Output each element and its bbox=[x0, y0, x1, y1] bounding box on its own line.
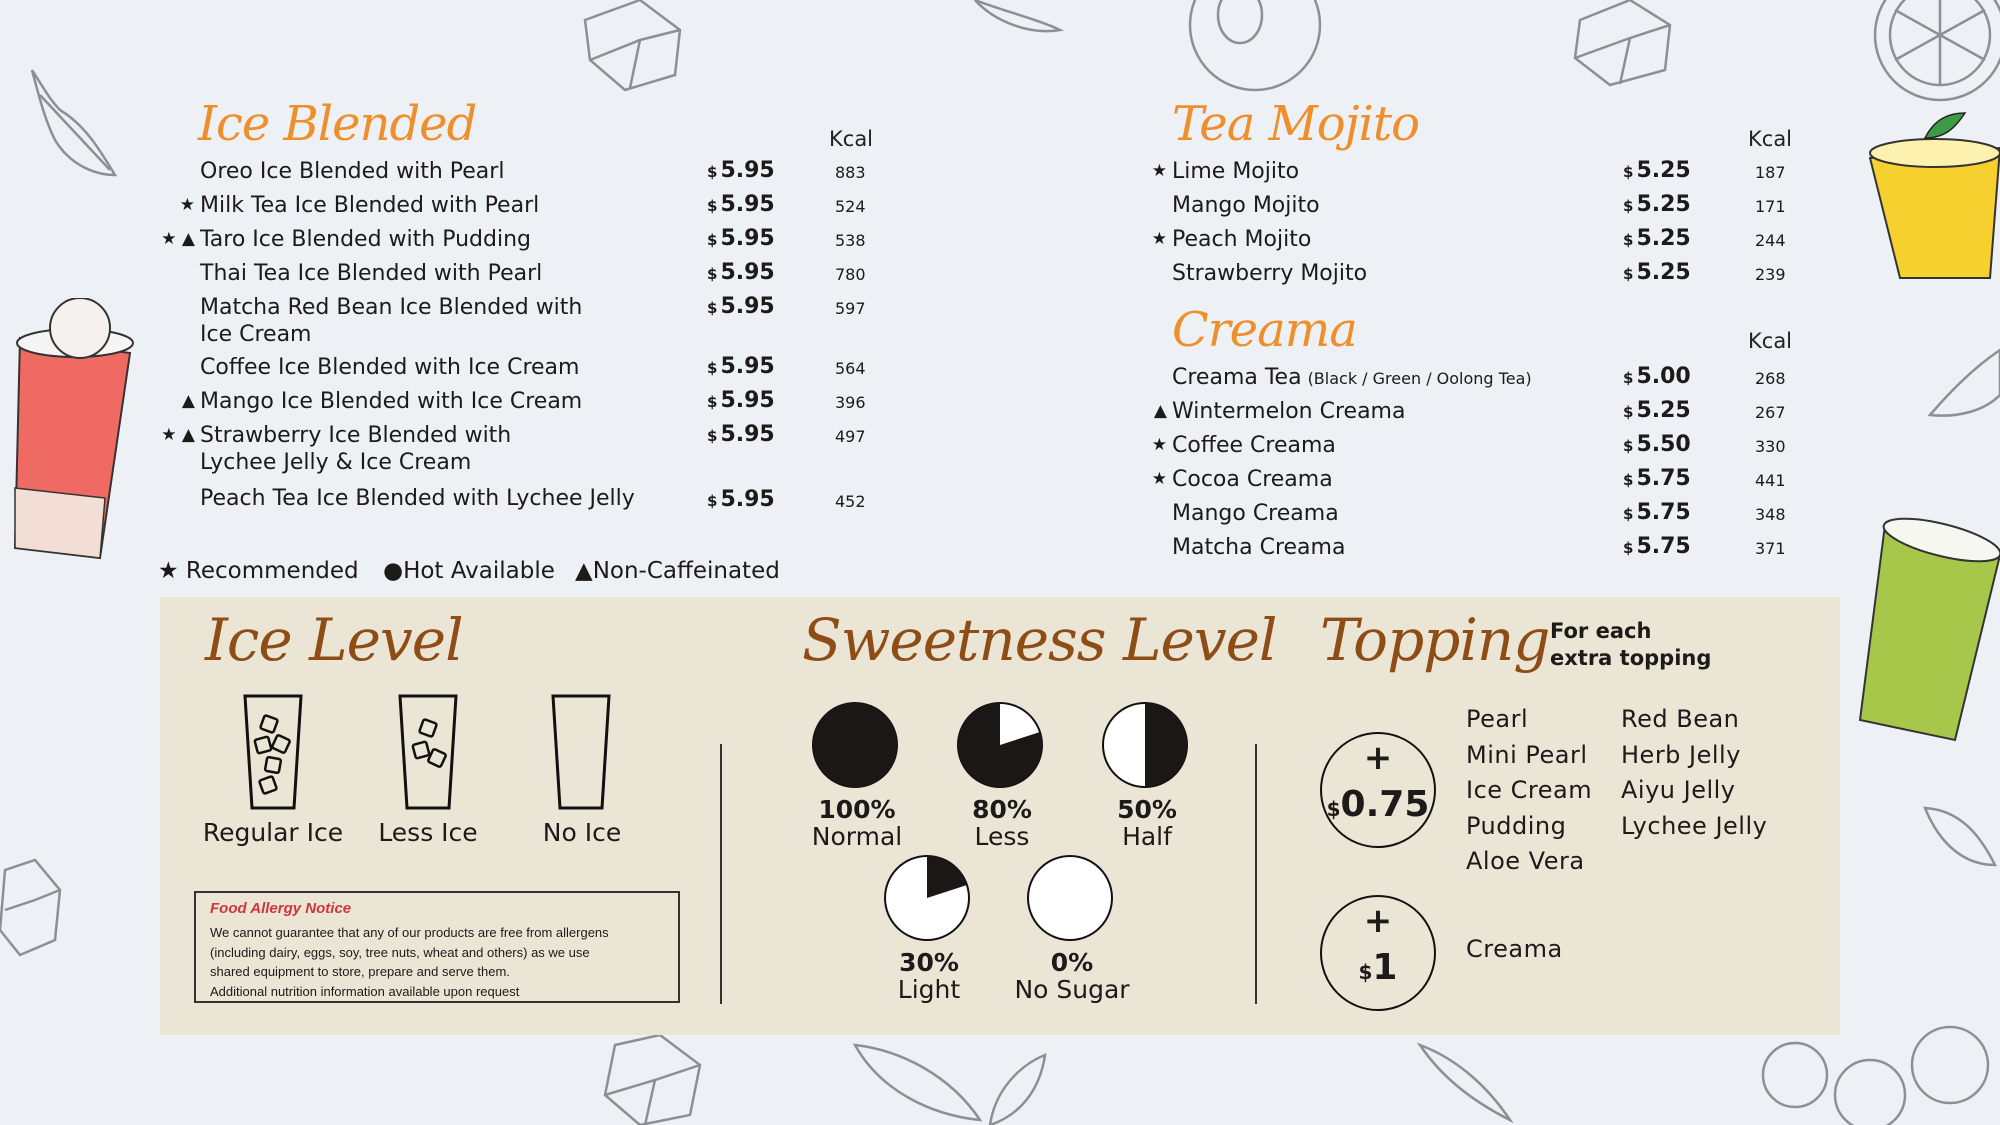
menu-item-kcal: 371 bbox=[1755, 539, 1786, 558]
menu-item-kcal: 452 bbox=[835, 492, 866, 511]
sweetness-label: Half bbox=[1122, 822, 1172, 851]
menu-item-kcal: 396 bbox=[835, 393, 866, 412]
peach-icon bbox=[1190, 0, 1320, 90]
sweetness-pies bbox=[800, 695, 1200, 1015]
leaf-icon bbox=[855, 1045, 1045, 1125]
menu-item-kcal: 883 bbox=[835, 163, 866, 182]
currency-symbol: $ bbox=[707, 359, 718, 377]
allergy-notice-line: We cannot guarantee that any of our products are free from allergens bbox=[210, 925, 609, 940]
currency-symbol: $ bbox=[707, 427, 718, 445]
topping-note-line: extra topping bbox=[1550, 646, 1712, 670]
menu-item-price: 5.00 bbox=[1636, 364, 1691, 389]
menu-item-kcal: 538 bbox=[835, 231, 866, 250]
currency-symbol: $ bbox=[1358, 960, 1373, 984]
less-ice-icon bbox=[397, 693, 459, 811]
currency-symbol: $ bbox=[707, 299, 718, 317]
currency-symbol: $ bbox=[1623, 369, 1634, 387]
food-allergy-notice bbox=[194, 891, 680, 1003]
plus-icon: + bbox=[1363, 901, 1393, 941]
leaf-icon bbox=[1420, 1045, 1510, 1120]
sweetness-pie bbox=[813, 703, 897, 787]
allergy-notice-line: (including dairy, eggs, soy, tree nuts, wheat and others) as we use bbox=[210, 944, 590, 960]
menu-item-name: Mango Creama bbox=[1172, 501, 1339, 526]
menu-item-marks: ▲ bbox=[1153, 401, 1167, 421]
no-ice-icon bbox=[550, 693, 612, 811]
currency-symbol: $ bbox=[707, 163, 718, 181]
menu-item-kcal: 244 bbox=[1755, 231, 1786, 250]
menu-item-marks: ★ bbox=[1151, 469, 1167, 489]
menu-item-kcal: 268 bbox=[1755, 369, 1786, 388]
leaf-icon bbox=[975, 0, 1060, 31]
ice-cube-icon bbox=[0, 860, 60, 955]
menu-item-price: 5.95 bbox=[720, 260, 775, 285]
menu-item-price: 5.25 bbox=[1636, 398, 1691, 423]
creama-title: Creama bbox=[1172, 302, 1357, 358]
menu-item-price: 5.25 bbox=[1636, 260, 1691, 285]
currency-symbol: $ bbox=[1623, 197, 1634, 215]
topping-item: Mini Pearl bbox=[1466, 740, 1588, 769]
menu-item-price: 5.95 bbox=[720, 158, 775, 183]
menu-item-kcal: 330 bbox=[1755, 437, 1786, 456]
topping-item: Lychee Jelly bbox=[1621, 811, 1768, 840]
topping-price-075-badge bbox=[1320, 732, 1436, 848]
currency-symbol: $ bbox=[1623, 163, 1634, 181]
menu-item-name-line2: Lychee Jelly & Ice Cream bbox=[200, 450, 472, 475]
currency-symbol: $ bbox=[1623, 505, 1634, 523]
menu-item-price: 5.25 bbox=[1636, 192, 1691, 217]
sweetness-percent: 100% bbox=[818, 795, 896, 824]
ice-level-title: Ice Level bbox=[205, 606, 463, 674]
currency-symbol: $ bbox=[707, 231, 718, 249]
menu-item-note: (Black / Green / Oolong Tea) bbox=[1307, 369, 1532, 388]
menu-item-name: Coffee Ice Blended with Ice Cream bbox=[200, 355, 580, 380]
sweetness-pie bbox=[947, 695, 1053, 798]
currency-symbol: $ bbox=[707, 265, 718, 283]
menu-item-kcal: 187 bbox=[1755, 163, 1786, 182]
menu-item-price: 5.25 bbox=[1636, 226, 1691, 251]
regular-ice-icon bbox=[242, 693, 304, 811]
leaf-icon bbox=[32, 70, 115, 175]
topping-item: Ice Cream bbox=[1466, 776, 1593, 804]
topping-item: Herb Jelly bbox=[1621, 740, 1741, 769]
menu-item-name: Coffee Creama bbox=[1172, 433, 1336, 458]
menu-item-price: 5.75 bbox=[1636, 466, 1691, 491]
menu-item-kcal: 780 bbox=[835, 265, 866, 284]
menu-item-marks: ▲ bbox=[181, 391, 195, 411]
topping-item: Creama bbox=[1466, 935, 1563, 963]
topping-note bbox=[1550, 618, 1711, 672]
legend-non-caffeinated: ▲Non-Caffeinated bbox=[575, 558, 780, 584]
menu-item-name: Taro Ice Blended with Pudding bbox=[200, 227, 531, 252]
menu-item-name: Wintermelon Creama bbox=[1172, 399, 1406, 424]
currency-symbol: $ bbox=[1623, 437, 1634, 455]
sweetness-pie bbox=[885, 856, 969, 940]
sweetness-pie bbox=[1028, 856, 1112, 940]
menu-item-name: Peach Mojito bbox=[1172, 227, 1312, 252]
topping-list-col1 bbox=[1466, 702, 1592, 880]
currency-symbol: $ bbox=[1623, 403, 1634, 421]
ice-level-none-label: No Ice bbox=[542, 818, 622, 847]
topping-price: 1 bbox=[1372, 947, 1398, 988]
legend-recommended: ★ Recommended bbox=[158, 558, 359, 584]
lemon-drink-illustration bbox=[1865, 108, 2000, 288]
menu-item-price: 5.95 bbox=[720, 354, 775, 379]
panel-divider bbox=[720, 744, 722, 1004]
legend-hot-available: ●Hot Available bbox=[383, 558, 555, 584]
sweetness-fill bbox=[1145, 703, 1187, 787]
menu-item-marks: ★ bbox=[1151, 161, 1167, 181]
topping-item: Red Bean bbox=[1621, 705, 1740, 733]
panel-divider bbox=[1255, 744, 1257, 1004]
sweetness-fill bbox=[947, 695, 1053, 798]
sweetness-pie bbox=[1103, 703, 1187, 787]
currency-symbol: $ bbox=[707, 393, 718, 411]
topping-item: Pearl bbox=[1466, 705, 1529, 733]
tea-mojito-kcal-header: Kcal bbox=[1748, 127, 1793, 151]
currency-symbol: $ bbox=[1623, 471, 1634, 489]
menu-item-name: Cocoa Creama bbox=[1172, 467, 1333, 492]
menu-item-marks: ★ bbox=[1151, 229, 1167, 249]
menu-item-name: Matcha Red Bean Ice Blended with bbox=[200, 295, 583, 320]
menu-item-name: Creama Tea bbox=[1172, 365, 1302, 390]
menu-item-kcal: 524 bbox=[835, 197, 866, 216]
menu-item-name: Strawberry Ice Blended with bbox=[200, 423, 512, 448]
menu-item-price: 5.50 bbox=[1636, 432, 1691, 457]
menu-item-name: Milk Tea Ice Blended with Pearl bbox=[200, 193, 540, 218]
tea-mojito-title: Tea Mojito bbox=[1172, 96, 1420, 152]
topping-note-line: For each bbox=[1550, 619, 1652, 643]
menu-item-name: Matcha Creama bbox=[1172, 535, 1346, 560]
menu-item-kcal: 171 bbox=[1755, 197, 1786, 216]
currency-symbol: $ bbox=[707, 492, 718, 510]
blueberry-icon bbox=[1763, 1027, 1988, 1125]
menu-item-marks: ★ ▲ bbox=[161, 425, 195, 445]
sweetness-label: Normal bbox=[811, 822, 903, 851]
creama-kcal-header: Kcal bbox=[1748, 329, 1793, 353]
sweetness-percent: 50% bbox=[1117, 795, 1177, 824]
sweetness-fill bbox=[813, 703, 897, 787]
menu-item-kcal: 267 bbox=[1755, 403, 1786, 422]
leaf-icon bbox=[1930, 350, 2000, 416]
allergy-notice-line: Additional nutrition information available upon request bbox=[210, 983, 520, 999]
menu-item-name: Mango Mojito bbox=[1172, 193, 1320, 218]
currency-symbol: $ bbox=[707, 197, 718, 215]
menu-item-kcal: 239 bbox=[1755, 265, 1786, 284]
ice-blended-title: Ice Blended bbox=[198, 96, 477, 152]
menu-item-marks: ★ bbox=[1151, 435, 1167, 455]
sweetness-percent: 30% bbox=[899, 948, 959, 977]
sweetness-label: Less bbox=[974, 822, 1030, 851]
topping-price-1-badge bbox=[1320, 895, 1436, 1011]
ice-level-regular-label: Regular Ice bbox=[202, 818, 344, 847]
menu-item-price: 5.95 bbox=[720, 422, 775, 447]
sweetness-label: No Sugar bbox=[1014, 975, 1130, 1004]
menu-item-kcal: 597 bbox=[835, 299, 866, 318]
topping-item: Pudding bbox=[1466, 811, 1567, 840]
lemon-slice-icon bbox=[1875, 0, 2000, 100]
menu-item-kcal: 441 bbox=[1755, 471, 1786, 490]
menu-item-price: 5.75 bbox=[1636, 534, 1691, 559]
sweetness-level-title: Sweetness Level bbox=[802, 606, 1277, 674]
menu-item-name: Oreo Ice Blended with Pearl bbox=[200, 159, 505, 184]
menu-item-name: Mango Ice Blended with Ice Cream bbox=[200, 389, 583, 414]
menu-item-price: 5.95 bbox=[720, 487, 775, 512]
topping-list-col2 bbox=[1621, 702, 1767, 844]
currency-symbol: $ bbox=[1623, 539, 1634, 557]
ice-cube-icon bbox=[1575, 0, 1670, 85]
menu-item-marks: ★ ▲ bbox=[161, 229, 195, 249]
allergy-notice-title: Food Allergy Notice bbox=[210, 900, 352, 917]
ice-blended-kcal-header: Kcal bbox=[829, 127, 874, 151]
menu-item-name-line2: Ice Cream bbox=[200, 322, 312, 347]
menu-item-price: 5.95 bbox=[720, 388, 775, 413]
menu-item-price: 5.95 bbox=[720, 192, 775, 217]
sweetness-percent: 80% bbox=[972, 795, 1032, 824]
menu-item-name: Lime Mojito bbox=[1172, 159, 1300, 184]
leaf-icon bbox=[1925, 808, 1995, 865]
menu-item-kcal: 564 bbox=[835, 359, 866, 378]
menu-item-price: 5.25 bbox=[1636, 158, 1691, 183]
menu-item-price: 5.75 bbox=[1636, 500, 1691, 525]
currency-symbol: $ bbox=[1623, 231, 1634, 249]
menu-item-name: Peach Tea Ice Blended with Lychee Jelly bbox=[200, 486, 635, 511]
currency-symbol: $ bbox=[1326, 797, 1341, 821]
sweetness-percent: 0% bbox=[1050, 948, 1094, 977]
topping-item: Aiyu Jelly bbox=[1621, 776, 1736, 804]
topping-item: Aloe Vera bbox=[1466, 847, 1585, 875]
allergy-notice-line: shared equipment to store, prepare and serve them. bbox=[210, 964, 510, 979]
sweetness-label: Light bbox=[897, 975, 961, 1004]
matcha-drink-illustration bbox=[1830, 515, 2000, 745]
menu-item-kcal: 348 bbox=[1755, 505, 1786, 524]
menu-item-price: 5.95 bbox=[720, 294, 775, 319]
plus-icon: + bbox=[1363, 738, 1393, 778]
menu-item-kcal: 497 bbox=[835, 427, 866, 446]
ice-level-less-label: Less Ice bbox=[378, 818, 478, 847]
ice-cube-icon bbox=[585, 0, 680, 90]
menu-item-name: Strawberry Mojito bbox=[1172, 261, 1368, 286]
topping-price: 0.75 bbox=[1340, 784, 1430, 825]
menu-item-price: 5.95 bbox=[720, 226, 775, 251]
currency-symbol: $ bbox=[1623, 265, 1634, 283]
ice-cube-icon bbox=[605, 1035, 700, 1125]
menu-item-marks: ★ bbox=[179, 195, 195, 215]
menu-item-name: Thai Tea Ice Blended with Pearl bbox=[200, 261, 543, 286]
topping-title: Topping bbox=[1320, 606, 1550, 674]
